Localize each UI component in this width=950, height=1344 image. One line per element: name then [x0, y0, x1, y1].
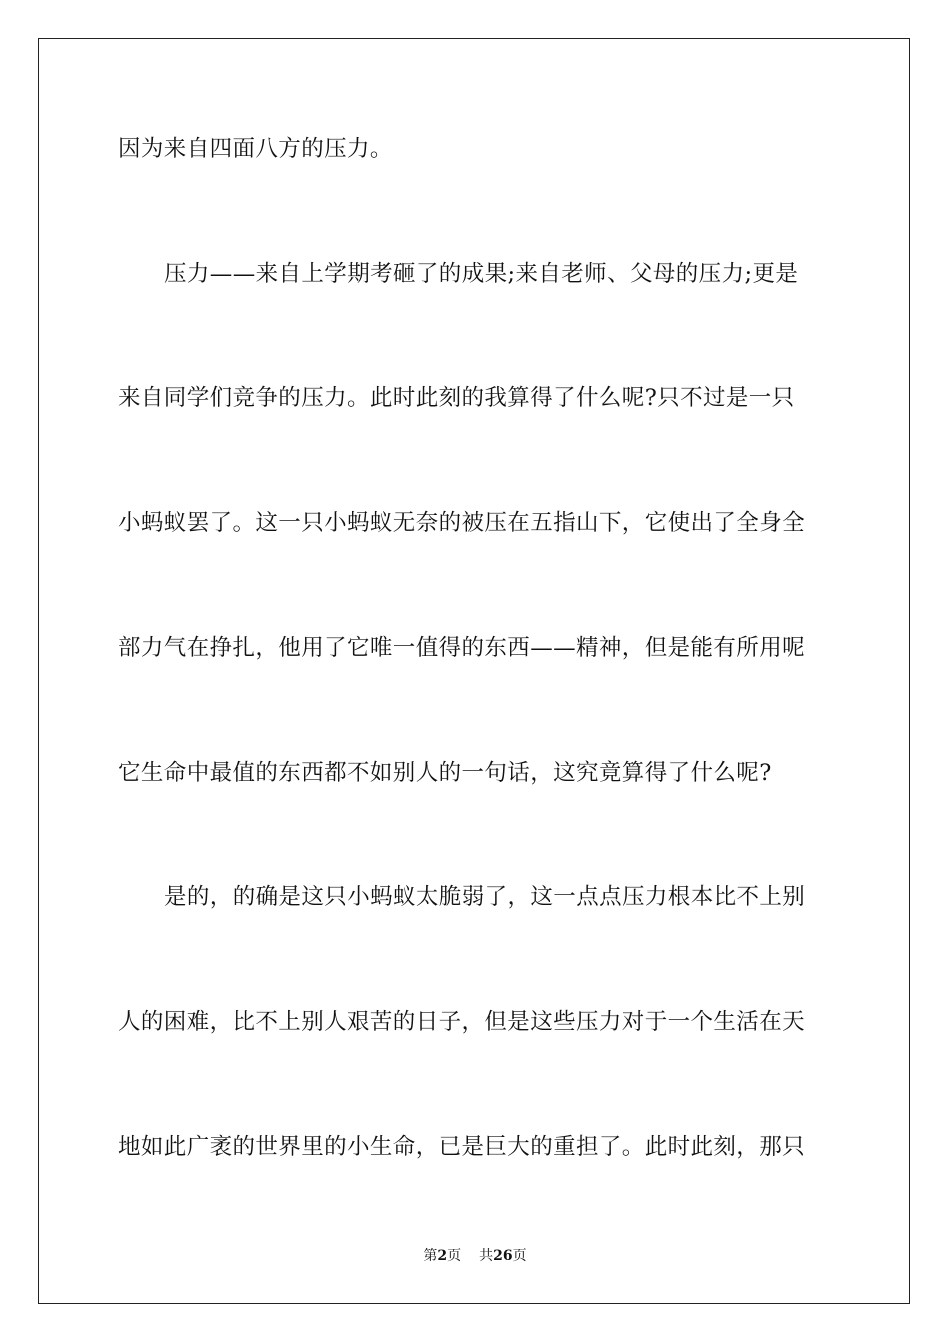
text-line-3: 来自同学们竞争的压力。此时此刻的我算得了什么呢?只不过是一只	[118, 385, 795, 411]
page-prefix: 第	[423, 1248, 438, 1264]
page-footer	[0, 1247, 950, 1265]
total-prefix: 共	[479, 1248, 494, 1264]
total-suffix: 页	[512, 1248, 527, 1264]
text-line-6: 它生命中最值的东西都不如别人的一句话，这究竟算得了什么呢?	[118, 760, 772, 786]
text-line-7: 是的，的确是这只小蚂蚁太脆弱了，这一点点压力根本比不上别	[164, 884, 806, 910]
text-line-4: 小蚂蚁罢了。这一只小蚂蚁无奈的被压在五指山下，它使出了全身全	[118, 510, 806, 536]
page-suffix: 页	[447, 1248, 462, 1264]
page-total: 26	[493, 1248, 513, 1264]
text-line-1: 因为来自四面八方的压力。	[118, 136, 393, 162]
text-line-9: 地如此广袤的世界里的小生命，已是巨大的重担了。此时此刻，那只	[118, 1134, 806, 1160]
page-border	[38, 38, 910, 1304]
text-line-5: 部力气在挣扎，他用了它唯一值得的东西——精神，但是能有所用呢	[118, 635, 806, 661]
page-current: 2	[437, 1248, 448, 1264]
text-line-2: 压力——来自上学期考砸了的成果;来自老师、父母的压力;更是	[164, 261, 799, 287]
text-line-8: 人的困难，比不上别人艰苦的日子，但是这些压力对于一个生活在天	[118, 1009, 806, 1035]
